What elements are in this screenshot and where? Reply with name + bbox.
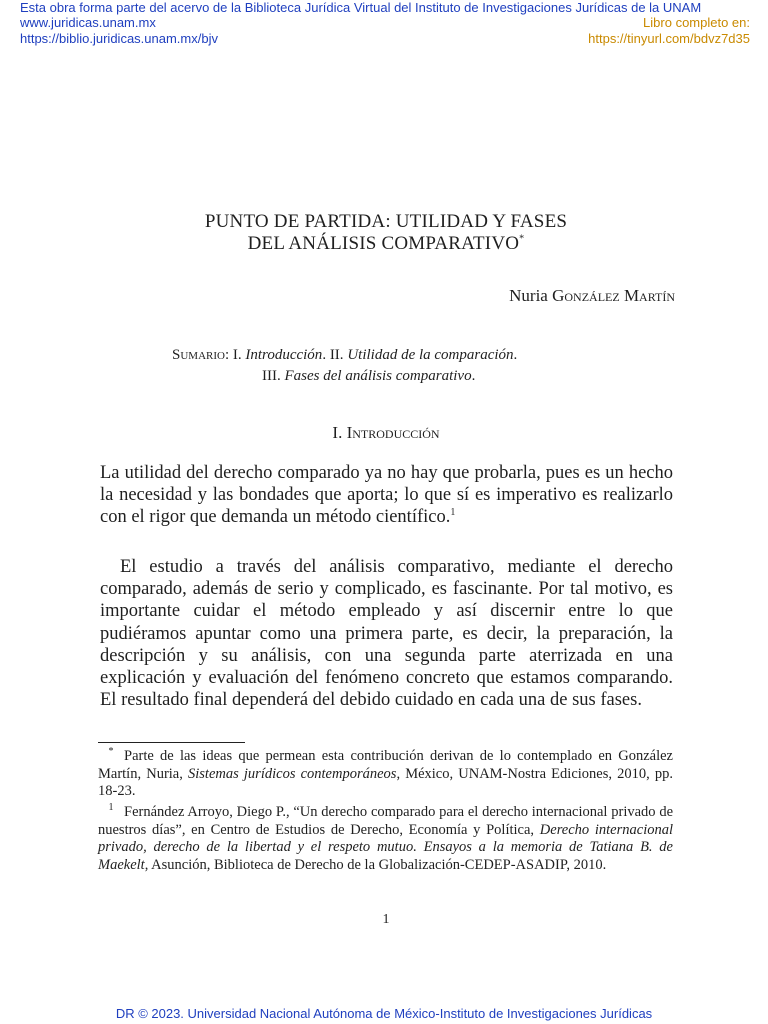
footnote-star-text-a: Parte de las ideas que permean esta contribución derivan de lo contemplado en González Martín, Nuria, xyxy=(98,748,673,782)
sumario-i-text: Introducción xyxy=(245,347,323,363)
page-number: 1 xyxy=(382,912,390,927)
author-last-name: González Martín xyxy=(552,286,675,305)
footnote-ref-1[interactable]: 1 xyxy=(450,507,456,519)
article-title-line2-text: DEL ANÁLISIS COMPARATIVO xyxy=(247,233,520,254)
sumario-label: Sumario: xyxy=(172,347,230,363)
body-paragraph-1-text: La utilidad del derecho comparado ya no hay que probarla, pues es un hecho la necesidad y las bondades que aporta; lo que sí es imperativo es realizarlo con el rigor que demanda un método científico. xyxy=(100,463,673,528)
footnote-star-text-b: , México, UNAM-Nostra Ediciones, 2010, pp. 18-23. xyxy=(98,765,674,799)
body-paragraph-2: El estudio a través del análisis comparativo, mediante el derecho comparado, además de serio y complicado, es fascinante. Por tal motivo, es importante cuidar el método empleado y así discernir entre lo que pudiéramos apuntar como una primera parte, es decir, la preparación, la descripción y su análisis, con una segunda parte aterrizada en una explicación y evaluación del fenómeno concreto que estamos comparando. El resultado final dependerá del debido cuidado en cada una de sus fases. xyxy=(100,557,673,711)
full-book-link[interactable]: https://tinyurl.com/bdvz7d35 xyxy=(588,31,750,46)
article-title-line1: PUNTO DE PARTIDA: UTILIDAD Y FASES xyxy=(204,211,568,232)
article-title-line2 xyxy=(96,233,676,255)
footnote-1-italic: Derecho internacional privado, derecho de la libertad y el respeto mutuo. Ensayos a la memoria de Tatiana B. de Maekelt xyxy=(98,821,674,873)
title-footnote-mark[interactable]: * xyxy=(519,233,525,245)
footer-copyright: DR © 2023. Universidad Nacional Autónoma de México-Instituto de Investigaciones Jurídicas xyxy=(115,1006,653,1021)
footnote-1: 1 Fernández Arroyo, Diego P., “Un derecho comparado para el derecho internacional privado de nuestros días”, en Centro de Estudios de Derecho, Economía y Política, Derecho internacional privado, derecho de la libertad y el respeto mutuo. Ensayos a la memoria de Tatiana B. de Maekelt, Asunción, Biblioteca de Derecho de la Globalización-CEDEP-ASADIP, 2010. xyxy=(98,802,674,873)
footnote-1-text-a: Fernández Arroyo, Diego P., “Un derecho comparado para el derecho internacional privado de nuestros días”, en Centro de Estudios de Derecho, Economía y Política, xyxy=(98,804,673,838)
site-link[interactable]: www.juridicas.unam.mx xyxy=(20,15,156,30)
footnote-star-italic: Sistemas jurídicos contemporáneos xyxy=(188,765,397,782)
sumario-line2: III. Fases del análisis comparativo. xyxy=(262,368,476,384)
footnote-star: * Parte de las ideas que permean esta contribución derivan de lo contemplado en González Martín, Nuria, Sistemas jurídicos contemporáneos, México, UNAM-Nostra Ediciones, 2010, pp. 18-23. xyxy=(98,746,674,799)
author-name xyxy=(509,286,675,306)
footnote-divider xyxy=(98,742,245,743)
footnote-1-text-b: , Asunción, Biblioteca de Derecho de la Globalización-CEDEP-ASADIP, 2010. xyxy=(144,856,607,873)
author-first-name: Nuria xyxy=(509,286,548,305)
sumario-line1: Sumario: I. Introducción. II. Utilidad de la comparación. xyxy=(172,347,518,363)
sumario-i-num: I. xyxy=(232,347,242,363)
sumario-ii-text: Utilidad de la comparación xyxy=(347,347,514,363)
body-paragraph-1 xyxy=(100,462,673,529)
full-book-label: Libro completo en: xyxy=(643,15,750,30)
section-heading: I. Introducción xyxy=(332,423,440,442)
sumario-iii-text: Fases del análisis comparativo xyxy=(284,368,472,384)
bjv-link[interactable]: https://biblio.juridicas.unam.mx/bjv xyxy=(20,31,218,46)
sumario-iii-num: III. xyxy=(262,368,281,384)
header-collection-notice: Esta obra forma parte del acervo de la Biblioteca Jurídica Virtual del Instituto de Investigaciones Jurídicas de la UNAM xyxy=(20,0,702,15)
sumario-ii-num: II. xyxy=(329,347,344,363)
